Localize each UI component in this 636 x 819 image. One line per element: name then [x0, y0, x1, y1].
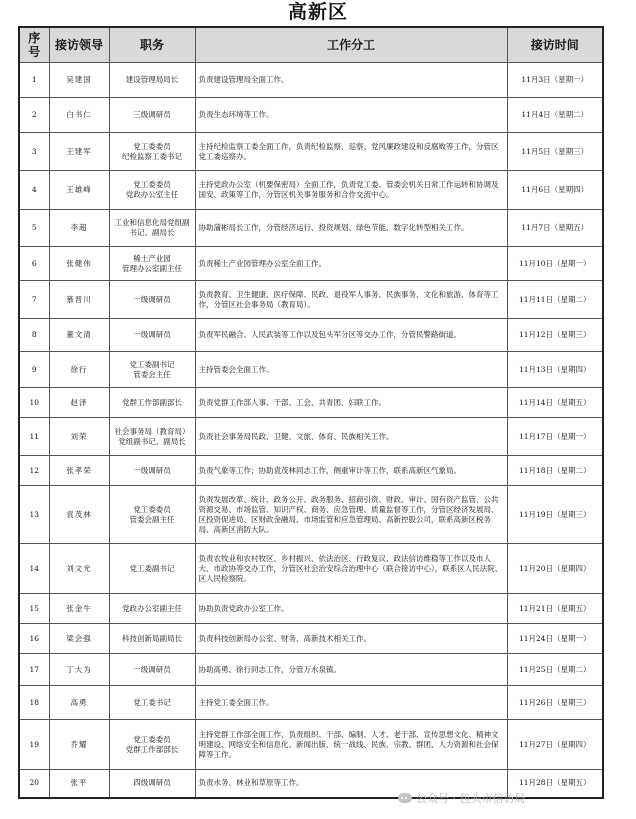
position-cell	[109, 686, 195, 720]
watermark	[398, 790, 526, 806]
duty-description: 负责军民融合、人民武装等工作以及包头军分区等交办工作，分管民警路街道。	[195, 319, 507, 352]
row-number: 3	[19, 133, 49, 171]
duty-description: 负责发展改革、统计、政务公开、政务服务、招商引资、财政、审计、国有资产监管、公共资源交易、市场监管、知识产权、商务、应急管理、质量监督等工作，分管区经济发展局、区投资促进局、区财政金融局、市场监管和应急管理局、高新控股公司，联系高新区税务局、高新区消防大队。	[195, 486, 507, 544]
leader-name: 乔耀	[49, 720, 109, 770]
reception-time: 11月10日（星期一）	[507, 247, 603, 281]
table-row	[19, 247, 603, 281]
table-row	[19, 352, 603, 388]
position-cell	[109, 210, 195, 247]
table-row	[19, 720, 603, 770]
position-line: 党群工作部部长	[125, 744, 179, 754]
wechat-icon	[398, 793, 412, 803]
position-cell	[109, 319, 195, 352]
reception-time: 11月18日（星期二）	[507, 456, 603, 486]
position-line: 党工委委员	[133, 504, 171, 514]
leader-name: 刘荣	[49, 418, 109, 456]
header-time: 接访时间	[507, 27, 603, 63]
leader-name: 丁大为	[49, 654, 109, 686]
row-number: 6	[19, 247, 49, 281]
duty-description: 负责稀土产业园管理办公室全面工作。	[195, 247, 507, 281]
leader-name: 刘文光	[49, 544, 109, 594]
position-line: 一级调研员	[133, 465, 171, 475]
row-number: 9	[19, 352, 49, 388]
table-row	[19, 654, 603, 686]
position-line: 一级调研员	[133, 294, 171, 304]
reception-time: 11月17日（星期一）	[507, 418, 603, 456]
reception-time: 11月21日（星期五）	[507, 594, 603, 624]
position-cell	[109, 171, 195, 210]
duty-description: 负责建设管理局全面工作。	[195, 63, 507, 98]
position-line: 管委会副主任	[129, 514, 175, 524]
reception-time: 11月3日（星期一）	[507, 63, 603, 98]
table-row	[19, 210, 603, 247]
leader-name: 慕晋川	[49, 281, 109, 319]
position-line: 建设管理局局长	[125, 75, 179, 84]
position-line: 党群工作部副部长	[122, 397, 182, 407]
table-header-row	[19, 27, 603, 63]
header-leader: 接访领导	[49, 27, 109, 63]
table-row	[19, 544, 603, 594]
position-cell	[109, 654, 195, 686]
reception-time: 11月7日（星期五）	[507, 210, 603, 247]
table-row	[19, 418, 603, 456]
position-line: 一级调研员	[133, 330, 171, 339]
duty-description: 主持纪检监察工委全面工作，负责纪检监察、巡察、党风廉政建设和反腐败等工作，分管区党工委巡察办。	[195, 133, 507, 171]
position-line: 书记、副局长	[129, 228, 175, 237]
table-row	[19, 456, 603, 486]
row-number: 2	[19, 98, 49, 133]
table-row	[19, 594, 603, 624]
reception-time: 11月28日（星期五）	[507, 770, 603, 798]
position-cell	[109, 418, 195, 456]
duty-description: 主持党群工作部全面工作，负责组织、干部、编制、人才、老干部、宣传思想文化、精神文明建设、网络安全和信息化、新闻出版、统一战线、民族、宗教、群团、人力资源和社会保障等工作。	[195, 720, 507, 770]
reception-time: 11月27日（星期四）	[507, 720, 603, 770]
row-number: 13	[19, 486, 49, 544]
duty-description: 主持党工委全面工作。	[195, 686, 507, 720]
header-position: 职务	[109, 27, 195, 63]
position-line: 稀土产业园	[133, 253, 171, 263]
reception-table	[18, 26, 604, 799]
leader-name: 袁茂林	[49, 486, 109, 544]
row-number: 18	[19, 686, 49, 720]
duty-description: 负责生态环境等工作。	[195, 98, 507, 133]
reception-time: 11月12日（星期三）	[507, 319, 603, 352]
position-cell	[109, 98, 195, 133]
position-cell	[109, 352, 195, 388]
duty-description: 负责气象等工作；协助袁茂林同志工作，侧重审计等工作，联系高新区气象局。	[195, 456, 507, 486]
position-cell	[109, 388, 195, 418]
table-row	[19, 98, 603, 133]
leader-name: 张平	[49, 770, 109, 798]
page-title: 高新区	[287, 1, 348, 23]
position-cell	[109, 624, 195, 654]
row-number: 4	[19, 171, 49, 210]
reception-time: 11月11日（星期二）	[507, 281, 603, 319]
table-row	[19, 171, 603, 210]
leader-name: 王建军	[49, 133, 109, 171]
position-line: 党工委委员	[133, 141, 171, 151]
position-line: 工业和信息化局党组副	[114, 218, 190, 227]
position-line: 党工委副书记	[129, 359, 175, 369]
leader-name: 董文清	[49, 319, 109, 352]
position-line: 党工委副书记	[129, 563, 175, 573]
row-number: 10	[19, 388, 49, 418]
row-number: 15	[19, 594, 49, 624]
row-number: 12	[19, 456, 49, 486]
reception-time: 11月6日（星期四）	[507, 171, 603, 210]
row-number: 11	[19, 418, 49, 456]
row-number: 19	[19, 720, 49, 770]
position-line: 社会事务局（教育局）	[114, 426, 190, 436]
duty-description: 主持党政办公室（机要保密局）全面工作，负责党工委、管委会机关日常工作运转和协调及国安、政策等工作，分管区机关事务服务和合作交流中心。	[195, 171, 507, 210]
position-line: 党工委委员	[133, 180, 171, 189]
table-row	[19, 281, 603, 319]
leader-name: 梁会强	[49, 624, 109, 654]
duty-description: 负责教育、卫生健康、医疗保障、民政、退役军人事务、民族事务、文化和旅游、体育等工作，分管区社会事务局（教育局）。	[195, 281, 507, 319]
row-number: 14	[19, 544, 49, 594]
table-row	[19, 686, 603, 720]
position-line: 党政办公室副主任	[122, 603, 182, 613]
reception-time: 11月14日（星期五）	[507, 388, 603, 418]
duty-description: 协助负责党政办公室工作。	[195, 594, 507, 624]
row-number: 1	[19, 63, 49, 98]
table-row	[19, 133, 603, 171]
leader-name: 张健伟	[49, 247, 109, 281]
position-line: 管委会主任	[133, 369, 171, 379]
position-line: 党组副书记、副局长	[118, 436, 186, 446]
row-number: 8	[19, 319, 49, 352]
position-cell	[109, 594, 195, 624]
reception-time: 11月24日（星期一）	[507, 624, 603, 654]
reception-time: 11月13日（星期四）	[507, 352, 603, 388]
position-cell	[109, 770, 195, 798]
leader-name: 王雄峰	[49, 171, 109, 210]
position-cell	[109, 133, 195, 171]
reception-time: 11月19日（星期三）	[507, 486, 603, 544]
row-number: 5	[19, 210, 49, 247]
watermark-text: 公众号 · 包头市信访局	[416, 792, 526, 805]
reception-time: 11月4日（星期二）	[507, 98, 603, 133]
row-number: 7	[19, 281, 49, 319]
reception-time: 11月5日（星期三）	[507, 133, 603, 171]
duty-description: 负责党群工作部人事、干部、工会、共青团、妇联工作。	[195, 388, 507, 418]
duty-description: 协助蒲彬局长工作，分管经济运行、投资规划、绿色节能、数字化转型相关工作。	[195, 210, 507, 247]
row-number: 16	[19, 624, 49, 654]
duty-description: 负责社会事务局民政、卫健、文旅、体育、民族相关工作。	[195, 418, 507, 456]
table-row	[19, 319, 603, 352]
leader-name: 白书仁	[49, 98, 109, 133]
position-cell	[109, 247, 195, 281]
position-line: 一级调研员	[133, 664, 171, 674]
leader-name: 赵泽	[49, 388, 109, 418]
leader-name: 吴建国	[49, 63, 109, 98]
leader-name: 高勇	[49, 686, 109, 720]
reception-time: 11月20日（星期四）	[507, 544, 603, 594]
table-row	[19, 63, 603, 98]
position-line: 党工委委员	[133, 734, 171, 744]
position-line: 纪检监察工委书记	[122, 151, 182, 161]
position-line: 四级调研员	[133, 778, 171, 788]
duty-description: 负责农牧业和农村牧区、乡村振兴、依法治区、行政复议、政法信访维稳等工作以及市人大、市政协等交办工作，分管区社会治安综合治理中心（联合接访中心），联系区人民法院、区人民检察院。	[195, 544, 507, 594]
duty-description: 负责科技创新局办公室、财务、高新技术相关工作。	[195, 624, 507, 654]
table-row	[19, 486, 603, 544]
duty-description: 主持管委会全面工作。	[195, 352, 507, 388]
position-line: 科技创新局副局长	[122, 633, 182, 643]
position-line: 党政办公室主任	[125, 190, 179, 199]
header-duty: 工作分工	[195, 27, 507, 63]
duty-description: 负责水务、林业和草原等工作。	[195, 770, 507, 798]
leader-name: 张金牛	[49, 594, 109, 624]
position-cell	[109, 456, 195, 486]
position-cell	[109, 63, 195, 98]
duty-description: 协助高勇、徐行同志工作，分管万水泉镇。	[195, 654, 507, 686]
leader-name: 徐行	[49, 352, 109, 388]
header-number: 序号	[19, 27, 49, 63]
position-line: 三级调研员	[133, 110, 171, 119]
position-line: 党工委书记	[133, 697, 171, 707]
reception-time: 11月25日（星期二）	[507, 654, 603, 686]
row-number: 20	[19, 770, 49, 798]
leader-name: 李超	[49, 210, 109, 247]
reception-time: 11月26日（星期三）	[507, 686, 603, 720]
position-cell	[109, 720, 195, 770]
position-cell	[109, 281, 195, 319]
table-row	[19, 624, 603, 654]
position-cell	[109, 544, 195, 594]
position-cell	[109, 486, 195, 544]
table-row	[19, 388, 603, 418]
leader-name: 张孝荣	[49, 456, 109, 486]
row-number: 17	[19, 654, 49, 686]
position-line: 管理办公室副主任	[122, 263, 182, 273]
